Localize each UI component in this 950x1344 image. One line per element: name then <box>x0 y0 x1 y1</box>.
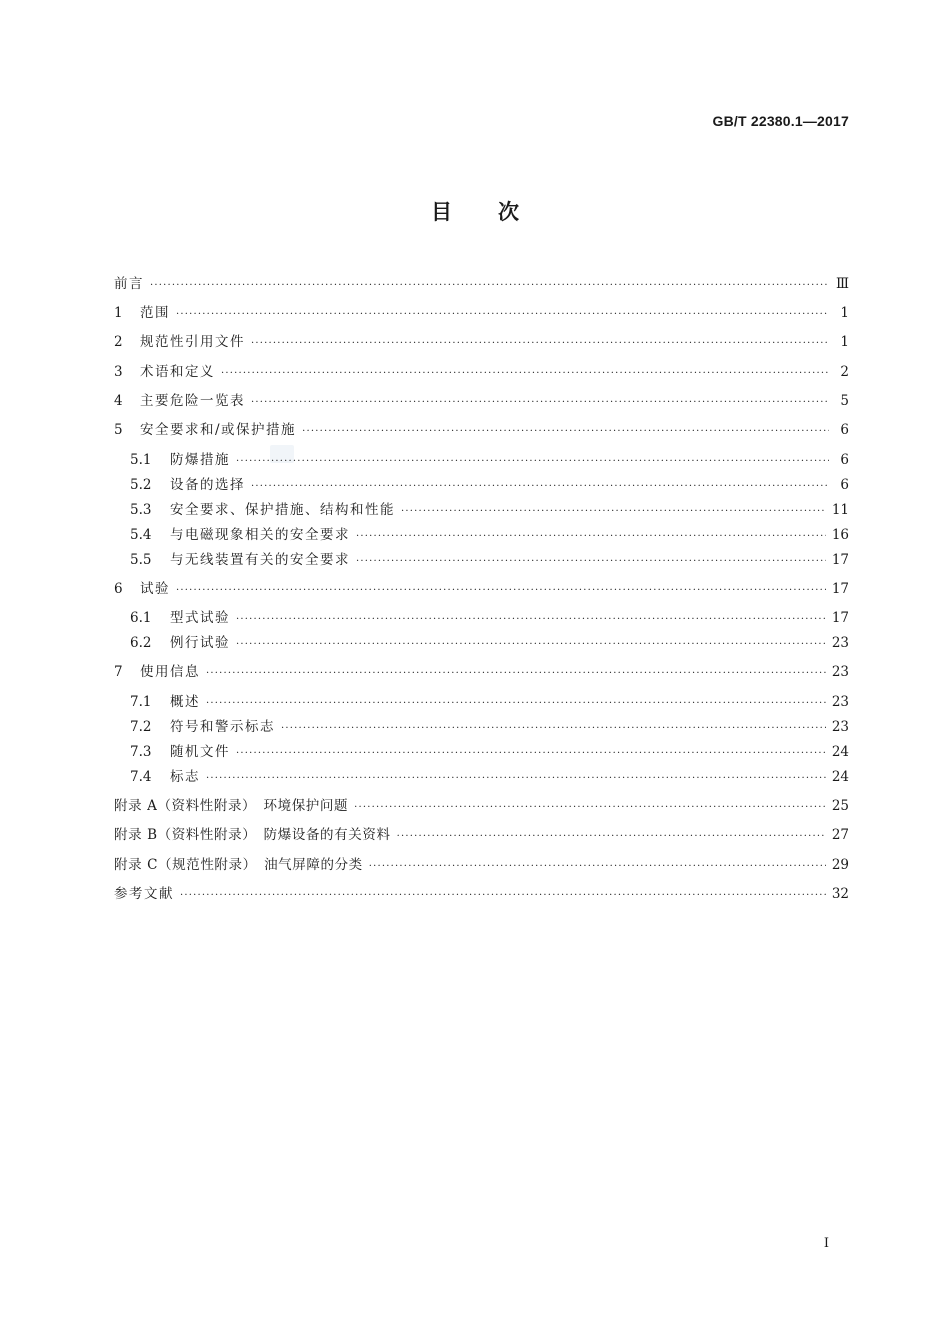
toc-dot-leader <box>369 857 826 877</box>
toc-entry-label: 防爆措施 <box>170 452 230 468</box>
toc-dot-leader <box>251 477 829 497</box>
toc-entry-number: 7.3 <box>130 744 152 760</box>
toc-dot-leader <box>302 422 829 442</box>
toc-entry-bibliography[interactable] <box>114 884 849 904</box>
toc-entry-label: 附录 A（资料性附录） 环境保护问题 <box>114 798 349 814</box>
toc-entry-number: 5.2 <box>130 477 152 493</box>
toc-entry-number: 6.1 <box>130 610 152 626</box>
toc-dot-leader <box>206 664 826 684</box>
toc-entry-5-1[interactable] <box>130 450 849 470</box>
toc-entry-page: 17 <box>831 552 849 568</box>
toc-entry-5[interactable] <box>114 420 849 440</box>
toc-entry-page: 25 <box>831 798 849 814</box>
toc-dot-leader <box>150 276 829 296</box>
toc-entry-number: 5.1 <box>130 452 152 468</box>
toc-entry-number: 6 <box>114 581 123 597</box>
toc-entry-7-1[interactable] <box>130 692 849 712</box>
toc-entry-number: 5.3 <box>130 502 152 518</box>
toc-dot-leader <box>221 364 829 384</box>
toc-entry-page: 2 <box>840 364 849 380</box>
toc-dot-leader <box>397 827 826 847</box>
toc-entry-label: 与无线装置有关的安全要求 <box>170 552 350 568</box>
toc-entry-6-1[interactable] <box>130 608 849 628</box>
toc-entry-number: 2 <box>114 334 123 350</box>
toc-entry-7-2[interactable] <box>130 717 849 737</box>
toc-entry-number: 7.2 <box>130 719 152 735</box>
toc-entry-label: 与电磁现象相关的安全要求 <box>170 527 350 543</box>
toc-entry-5-4[interactable] <box>130 525 849 545</box>
toc-entry-appendix-b[interactable] <box>114 825 849 845</box>
toc-entry-label: 标志 <box>170 769 200 785</box>
toc-entry-number: 6.2 <box>130 635 152 651</box>
toc-entry-number: 7.4 <box>130 769 152 785</box>
toc-entry-page: 11 <box>831 502 849 518</box>
toc-entry-number: 5.4 <box>130 527 152 543</box>
toc-entry-page: 32 <box>831 886 849 902</box>
toc-entry-label: 概述 <box>170 694 200 710</box>
toc-entry-4[interactable] <box>114 391 849 411</box>
toc-entry-appendix-c[interactable] <box>114 855 849 875</box>
toc-entry-7[interactable] <box>114 662 849 682</box>
toc-entry-label: 附录 C（规范性附录） 油气屏障的分类 <box>114 857 363 873</box>
toc-entry-page: 5 <box>840 393 849 409</box>
toc-entry-label: 使用信息 <box>140 664 200 680</box>
toc-entry-label: 安全要求、保护措施、结构和性能 <box>170 502 395 518</box>
toc-entry-appendix-a[interactable] <box>114 796 849 816</box>
toc-entry-label: 前言 <box>114 276 144 292</box>
toc-dot-leader <box>281 719 826 739</box>
page-title: 目次 <box>431 200 565 224</box>
toc-entry-label: 主要危险一览表 <box>140 393 245 409</box>
toc-entry-label: 例行试验 <box>170 635 230 651</box>
toc-entry-number: 5 <box>114 422 123 438</box>
toc-entry-page: 29 <box>831 857 849 873</box>
toc-dot-leader <box>401 502 826 522</box>
toc-entry-5-3[interactable] <box>130 500 849 520</box>
toc-entry-page: 23 <box>831 635 849 651</box>
toc-entry-page: 24 <box>831 769 849 785</box>
toc-dot-leader <box>206 694 826 714</box>
standard-number: GB/T 22380.1—2017 <box>712 113 849 129</box>
toc-entry-page: 6 <box>840 452 849 468</box>
toc-entry-number: 4 <box>114 393 123 409</box>
toc-entry-6[interactable] <box>114 579 849 599</box>
toc-dot-leader <box>206 769 826 789</box>
toc-entry-page: 16 <box>831 527 849 543</box>
toc-dot-leader <box>236 610 826 630</box>
toc-entry-foreword[interactable] <box>114 274 849 294</box>
toc-entry-7-3[interactable] <box>130 742 849 762</box>
toc-entry-2[interactable] <box>114 332 849 352</box>
toc-entry-number: 5.5 <box>130 552 152 568</box>
toc-entry-1[interactable] <box>114 303 849 323</box>
toc-dot-leader <box>180 886 826 906</box>
toc-entry-page: 6 <box>840 477 849 493</box>
toc-entry-page: 1 <box>840 305 849 321</box>
toc-entry-page: 17 <box>831 610 849 626</box>
toc-entry-page: 1 <box>840 334 849 350</box>
toc-entry-page: 24 <box>831 744 849 760</box>
toc-entry-6-2[interactable] <box>130 633 849 653</box>
toc-entry-label: 安全要求和/或保护措施 <box>140 422 297 438</box>
toc-entry-page: 27 <box>831 827 849 843</box>
toc-entry-page: 23 <box>831 664 849 680</box>
toc-entry-label: 附录 B（资料性附录） 防爆设备的有关资料 <box>114 827 391 843</box>
toc-dot-leader <box>356 527 826 547</box>
toc-entry-label: 术语和定义 <box>140 364 215 380</box>
toc-dot-leader <box>236 744 826 764</box>
toc-entry-number: 1 <box>114 305 123 321</box>
toc-dot-leader <box>354 798 826 818</box>
toc-entry-label: 符号和警示标志 <box>170 719 275 735</box>
toc-dot-leader <box>356 552 826 572</box>
toc-entry-5-5[interactable] <box>130 550 849 570</box>
toc-entry-number: 7.1 <box>130 694 152 710</box>
toc-dot-leader <box>176 581 826 601</box>
toc-entry-7-4[interactable] <box>130 767 849 787</box>
toc-entry-page: 17 <box>831 581 849 597</box>
toc-dot-leader <box>251 393 829 413</box>
toc-entry-label: 随机文件 <box>170 744 230 760</box>
toc-entry-page: 6 <box>840 422 849 438</box>
toc-entry-label: 参考文献 <box>114 886 174 902</box>
toc-entry-number: 7 <box>114 664 123 680</box>
toc-entry-label: 型式试验 <box>170 610 230 626</box>
toc-entry-page: 23 <box>831 719 849 735</box>
toc-entry-3[interactable] <box>114 362 849 382</box>
toc-entry-number: 3 <box>114 364 123 380</box>
page-number: I <box>823 1236 829 1251</box>
toc-entry-label: 规范性引用文件 <box>140 334 245 350</box>
toc-entry-label: 设备的选择 <box>170 477 245 493</box>
toc-entry-page: Ⅲ <box>835 276 849 292</box>
toc-dot-leader <box>176 305 829 325</box>
toc-entry-page: 23 <box>831 694 849 710</box>
toc-entry-label: 范围 <box>140 305 170 321</box>
toc-dot-leader <box>236 452 829 472</box>
toc-entry-label: 试验 <box>140 581 170 597</box>
toc-dot-leader <box>236 635 826 655</box>
toc-dot-leader <box>251 334 829 354</box>
toc-entry-5-2[interactable] <box>130 475 849 495</box>
